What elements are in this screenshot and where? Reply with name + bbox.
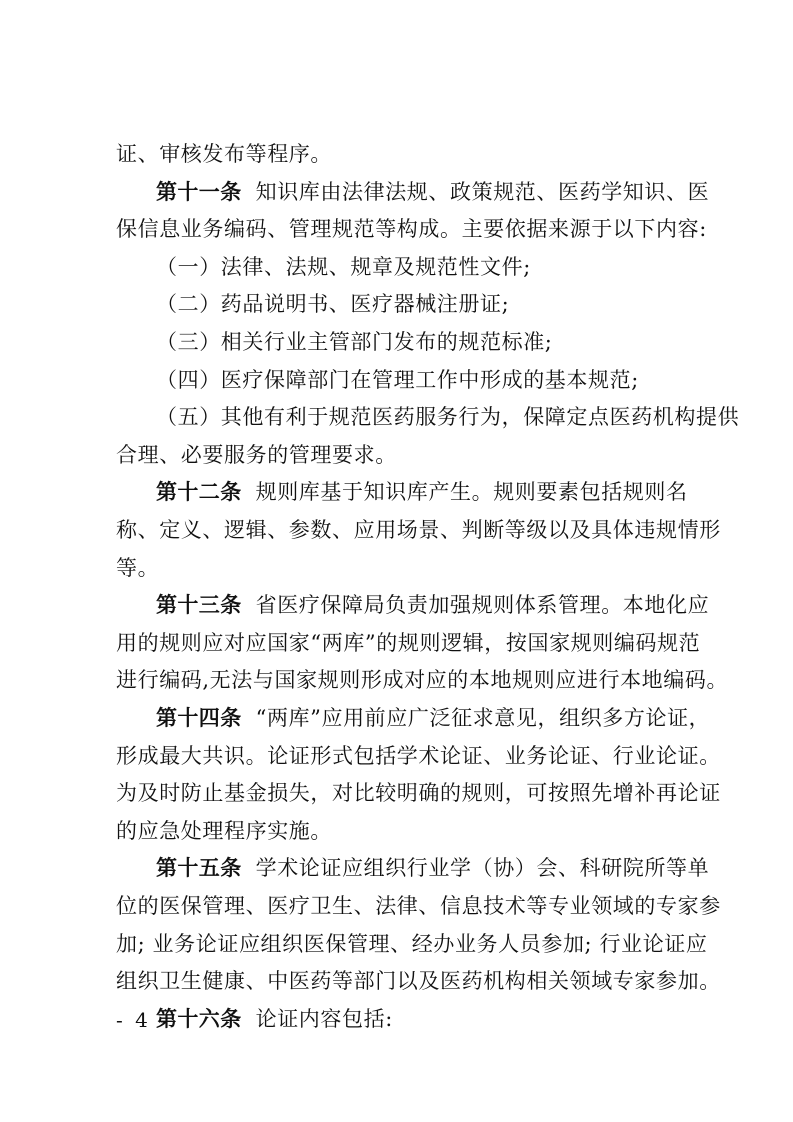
list-item: （四）医疗保障部门在管理工作中形成的基本规范; — [156, 368, 639, 392]
article-heading: 第十四条 — [156, 706, 242, 730]
article-heading: 第十一条 — [156, 180, 242, 204]
text-line: 位的医保管理、医疗卫生、法律、信息技术等专业领域的专家参 — [116, 894, 721, 918]
text-line: 形成最大共识。论证形式包括学术论证、业务论证、行业论证。 — [116, 744, 721, 768]
list-item: （一）法律、法规、规章及规范性文件; — [156, 255, 531, 279]
text-line: 证、审核发布等程序。 — [116, 142, 332, 166]
text-line: 加; 业务论证应组织医保管理、经办业务人员参加; 行业论证应 — [116, 932, 708, 956]
text-line: 称、定义、逻辑、参数、应用场景、判断等级以及具体违规情形 — [116, 518, 721, 542]
article-15-line: 第十五条 学术论证应组织行业学（协）会、科研院所等单 — [156, 856, 710, 880]
text-line: 的应急处理程序实施。 — [116, 819, 332, 843]
article-heading: 第十二条 — [156, 480, 242, 504]
article-heading: 第十六条 — [156, 1007, 242, 1031]
text-line: 保信息业务编码、管理规范等构成。主要依据来源于以下内容: — [116, 217, 707, 241]
text-line: 用的规则应对应国家“两库”的规则逻辑，按国家规则编码规范 — [116, 631, 701, 655]
article-11-line: 第十一条 知识库由法律法规、政策规范、医药学知识、医 — [156, 180, 710, 204]
article-12-line: 第十二条 规则库基于知识库产生。规则要素包括规则名 — [156, 480, 688, 504]
article-heading: 第十五条 — [156, 856, 242, 880]
article-heading: 第十三条 — [156, 593, 242, 617]
text-line: 组织卫生健康、中医药等部门以及医药机构相关领域专家参加。 — [116, 969, 721, 993]
text-line: 进行编码,无法与国家规则形成对应的本地规则应进行本地编码。 — [116, 668, 729, 692]
page-number: - 4 - — [116, 1008, 170, 1032]
text-line: 为及时防止基金损失，对比较明确的规则，可按照先增补再论证 — [116, 781, 721, 805]
article-16-line — [156, 1005, 686, 1033]
article-13-line: 第十三条 省医疗保障局负责加强规则体系管理。本地化应 — [156, 593, 710, 617]
list-item: （二）药品说明书、医疗器械注册证; — [156, 292, 510, 316]
text-line: 合理、必要服务的管理要求。 — [116, 443, 397, 467]
list-item: （三）相关行业主管部门发布的规范标准; — [156, 330, 553, 354]
article-14-line: 第十四条 “两库”应用前应广泛征求意见，组织多方论证， — [156, 706, 711, 730]
list-item: （五）其他有利于规范医药服务行为，保障定点医药机构提供 — [156, 405, 740, 429]
text-line: 等。 — [116, 556, 160, 580]
text-line: 论证内容包括: — [255, 1007, 393, 1031]
